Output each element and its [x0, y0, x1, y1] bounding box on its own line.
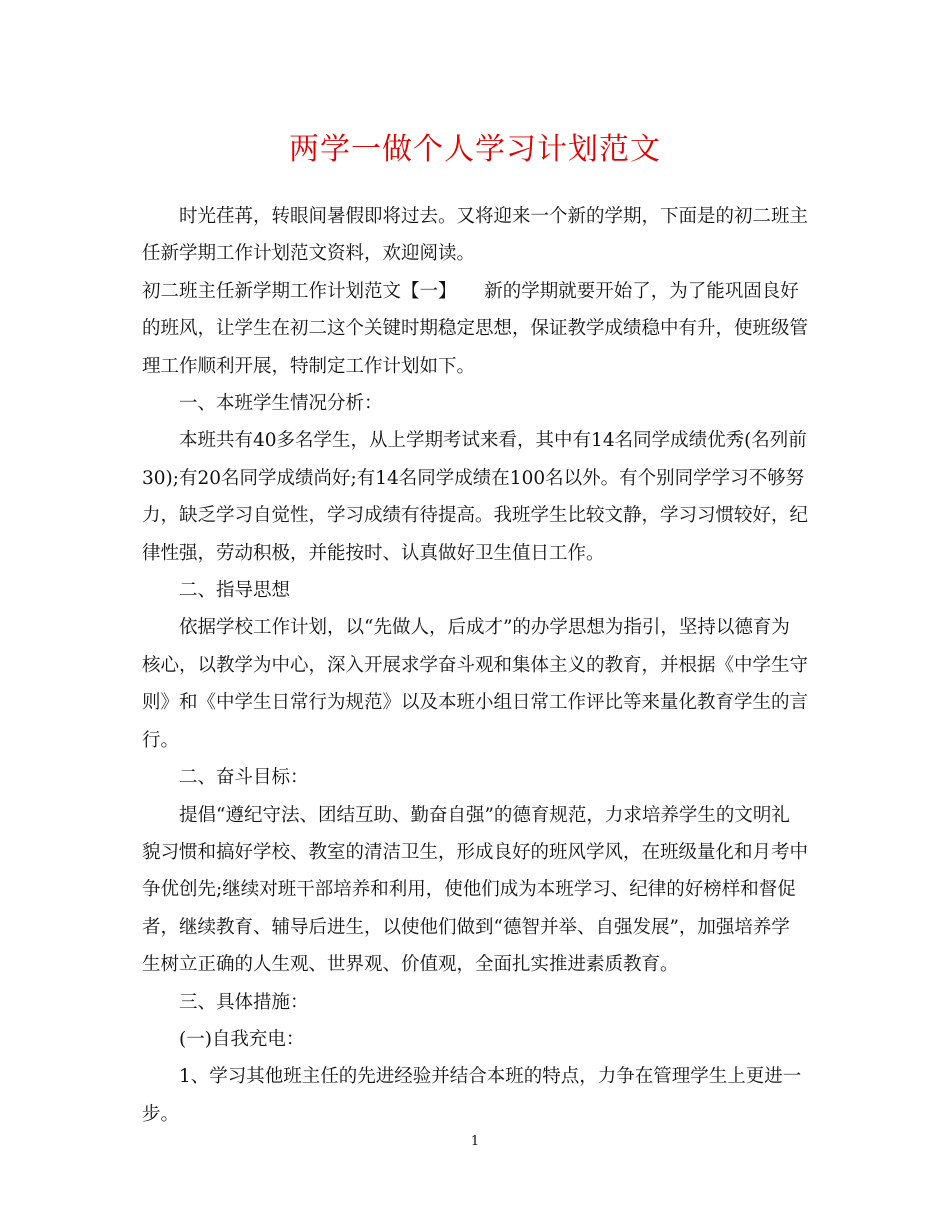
section-heading-goals: 二、奋斗目标：	[179, 767, 309, 789]
intro-paragraph: 时光荏苒，转眼间暑假即将过去。又将迎来一个新的学期，下面是的初二班主任新学期工作计划范文资料，欢迎阅读。	[142, 206, 809, 265]
document-title: 两学一做个人学习计划范文	[289, 132, 661, 167]
section-heading-analysis: 一、本班学生情况分析：	[179, 393, 383, 415]
analysis-paragraph: 本班共有40多名学生，从上学期考试来看，其中有14名同学成绩优秀(名列前30);有20名同学成绩尚好;有14名同学成绩在100名以外。有个别同学学习不够努力，缺乏学习自觉性，学习成绩有待提高。我班学生比较文静，学习习惯较好，纪律性强，劳动积极，并能按时、认真做好卫生值日工作。	[142, 430, 809, 564]
section-heading-guiding-thought: 二、指导思想	[179, 580, 291, 602]
goals-paragraph: 提倡“遵纪守法、团结互助、勤奋自强”的德育规范，力求培养学生的文明礼貌习惯和搞好学校、教室的清洁卫生，形成良好的班风学风，在班级量化和月考中争优创先;继续对班干部培养和利用，使他们成为本班学习、纪律的好榜样和督促者，继续教育、辅导后进生，以使他们做到“德智并举、自强发展”，加强培养学生树立正确的人生观、世界观、价值观，全面扎实推进素质教育。	[142, 804, 809, 976]
plan-intro-paragraph: 初二班主任新学期工作计划范文【一】 新的学期就要开始了，为了能巩固良好的班风，让学生在初二这个关键时期稳定思想，保证教学成绩稳中有升，使班级管理工作顺利开展，特制定工作计划如下。	[142, 280, 809, 377]
subsection-heading-self-improvement: (一)自我充电：	[179, 1028, 305, 1050]
guiding-thought-paragraph: 依据学校工作计划，以“先做人，后成才”的办学思想为指引，坚持以德育为核心，以教学为中心，深入开展求学奋斗观和集体主义的教育，并根据《中学生守则》和《中学生日常行为规范》以及本班小组日常工作评比等来量化教育学生的言行。	[142, 617, 809, 751]
document-body	[142, 198, 808, 1133]
page-number: 1	[470, 1134, 480, 1149]
section-heading-measures: 三、具体措施：	[179, 991, 309, 1013]
measure-item-1: 1、学习其他班主任的先进经验并结合本班的特点，力争在管理学生上更进一步。	[142, 1066, 802, 1125]
